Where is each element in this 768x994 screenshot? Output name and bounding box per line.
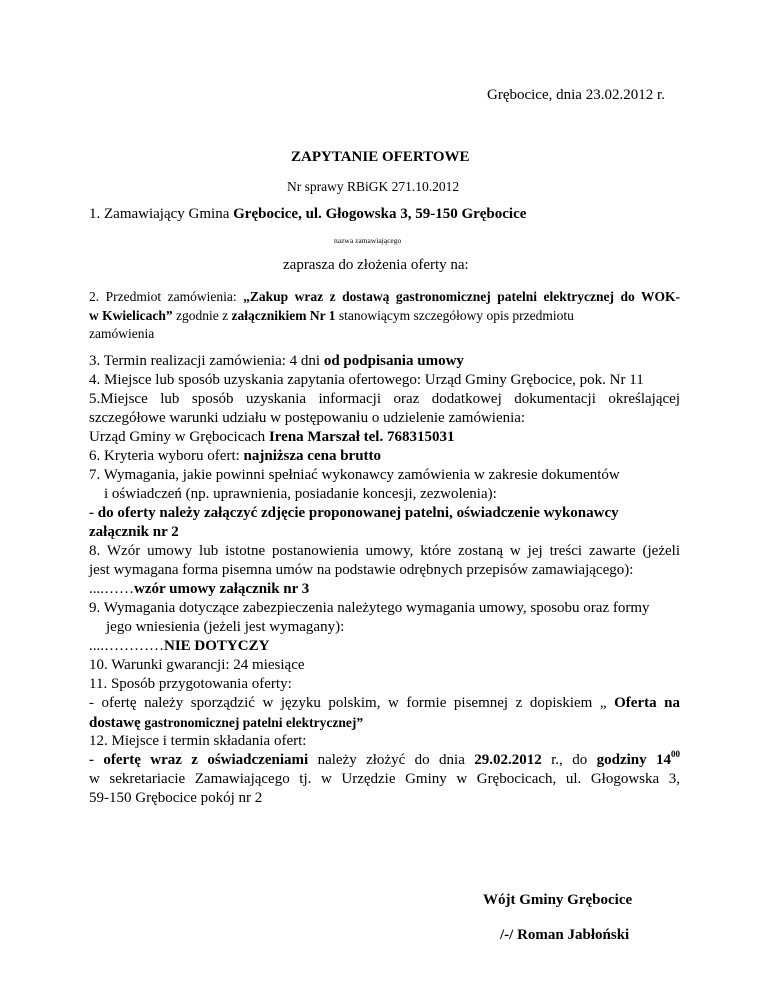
section-9-line-2: jego wniesienia (jeżeli jest wymagany): <box>106 619 345 635</box>
s11-bold-2: dostawę <box>89 715 145 731</box>
section-4: 4. Miejsce lub sposób uzyskania zapytania ofertowego: Urząd Gminy Grębocice, pok. Nr 11 <box>89 372 644 388</box>
s9-bold: NIE DOTYCZY <box>164 638 270 654</box>
section-5-line-1: 5.Miejsce lub sposób uzyskania informacji oraz dodatkowej dokumentacji określającej <box>89 391 680 407</box>
section-11-line-2 <box>89 694 680 713</box>
date-line: Grębocice, dnia 23.02.2012 r. <box>487 87 665 103</box>
section-7-line-4: załącznik nr 2 <box>89 524 179 540</box>
s12-hour-sup: 00 <box>671 749 681 759</box>
section-12-line-1: 12. Miejsce i termin składania ofert: <box>89 733 307 749</box>
document-title: ZAPYTANIE OFERTOWE <box>291 149 470 165</box>
signature-title: Wójt Gminy Grębocice <box>483 892 633 908</box>
section-12-line-2 <box>89 751 680 770</box>
section-3 <box>89 352 464 371</box>
s3-prefix: 3. Termin realizacji zamówienia: 4 dni <box>89 353 324 369</box>
case-number: Nr sprawy RBiGK 271.10.2012 <box>287 179 460 194</box>
s11-bold-3: gastronomicznej patelni elektrycznej” <box>144 715 364 730</box>
s2-attachment: załącznikiem Nr 1 <box>231 308 336 323</box>
caption-contracting-party: nazwa zamawiającego <box>334 236 402 245</box>
section-1 <box>89 205 526 224</box>
s11-prefix: - ofertę należy sporządzić w języku polskim, w formie pisemnej z dopiskiem „ <box>89 695 615 711</box>
s2-mid: zgodnie z <box>172 308 232 323</box>
section-2-line-1 <box>89 287 680 306</box>
section-5-line-2: szczegółowe warunki udziału w postępowaniu o udzielenie zamówienia: <box>89 410 526 426</box>
s12-mid-2: r., do <box>541 752 597 768</box>
section-7-line-3: - do oferty należy załączyć zdjęcie proponowanej patelni, oświadczenie wykonawcy <box>89 505 619 521</box>
s6-bold: najniższa cena brutto <box>243 448 382 464</box>
section-10: 10. Warunki gwarancji: 24 miesiące <box>89 657 305 673</box>
section-7-line-1: 7. Wymagania, jakie powinni spełniać wykonawcy zamówienia w zakresie dokumentów <box>89 467 620 483</box>
s2-location: w Kwielicach” <box>89 308 173 323</box>
s5-contact: Irena Marszał tel. 768315031 <box>268 429 455 445</box>
signature-name: /-/ Roman Jabłoński <box>500 927 630 943</box>
section-8-line-3 <box>89 580 309 599</box>
s8-dots: ....…… <box>89 581 134 597</box>
section-9-line-1: 9. Wymagania dotyczące zabezpieczenia należytego wymagania umowy, sposobu oraz formy <box>89 600 650 616</box>
section-2-line-2 <box>89 306 574 325</box>
section-9-line-3 <box>89 637 269 656</box>
s2-subject: „Zakup wraz z dostawą gastronomicznej patelni elektrycznej do WOK- <box>243 289 681 304</box>
section-8-line-1: 8. Wzór umowy lub istotne postanowienia umowy, które zostaną w jej treści zawarte (jeżeli <box>89 543 680 559</box>
s12-hour: godziny 14 <box>596 752 672 768</box>
s2-suffix: stanowiącym szczegółowy opis przedmiotu <box>335 308 574 323</box>
section-12-line-4: 59-150 Grębocice pokój nr 2 <box>89 790 263 806</box>
s8-bold: wzór umowy załącznik nr 3 <box>134 581 310 597</box>
section-1-prefix: 1. Zamawiający Gmina <box>89 206 234 222</box>
section-12-line-3: w sekretariacie Zamawiającego tj. w Urzędzie Gminy w Grębocicach, ul. Głogowska 3, <box>89 771 680 787</box>
s2-prefix: 2. Przedmiot zamówienia: <box>89 289 244 304</box>
invitation-line: zaprasza do złożenia oferty na: <box>283 257 469 273</box>
section-6 <box>89 447 381 466</box>
s5-office: Urząd Gminy w Grębocicach <box>89 429 269 445</box>
s12-date: 29.02.2012 <box>474 752 542 768</box>
s12-bold-1: - ofertę wraz z oświadczeniami <box>89 752 309 768</box>
s11-bold: Oferta na <box>614 695 680 711</box>
section-11-line-3 <box>89 713 363 733</box>
s12-mid: należy złożyć do dnia <box>308 752 475 768</box>
s9-dots: ....………… <box>89 638 164 654</box>
s6-prefix: 6. Kryteria wyboru ofert: <box>89 448 244 464</box>
section-8-line-2: jest wymagana forma pisemna umów na podstawie odrębnych przepisów zamawiającego): <box>89 562 634 578</box>
section-2-line-3: zamówienia <box>89 326 155 341</box>
section-1-address: Grębocice, ul. Głogowska 3, 59-150 Grębocice <box>233 206 527 222</box>
s3-bold: od podpisania umowy <box>323 353 464 369</box>
section-5-line-3 <box>89 428 454 447</box>
section-11-line-1: 11. Sposób przygotowania oferty: <box>89 676 292 692</box>
section-7-line-2: i oświadczeń (np. uprawnienia, posiadanie koncesji, zezwolenia): <box>104 486 497 502</box>
